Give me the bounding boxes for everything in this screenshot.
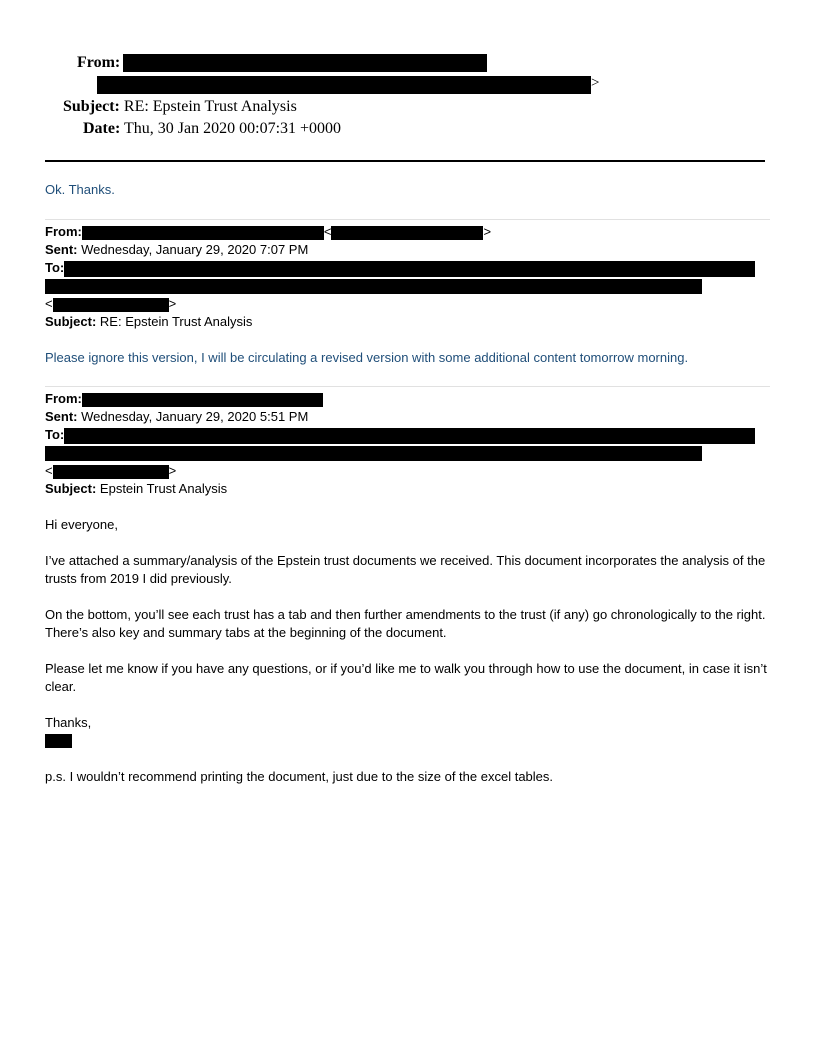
message-divider	[45, 219, 770, 220]
redaction-block	[64, 261, 755, 277]
header-date	[83, 119, 341, 139]
message-divider	[45, 386, 770, 387]
subject-value: Epstein Trust Analysis	[99, 481, 228, 496]
header-from-label: From:	[77, 54, 121, 71]
message1-to	[45, 259, 755, 277]
message2-sent	[45, 408, 308, 426]
message2-postscript: p.s. I wouldn’t recommend printing the document, just due to the size of the excel tables.	[45, 769, 554, 784]
sent-value: Wednesday, January 29, 2020 7:07 PM	[81, 242, 309, 257]
redaction-block	[53, 465, 169, 479]
message2-paragraph: Please let me know if you have any questions, or if you’d like me to walk you through how to use the document, in case it isn’t clear.	[45, 661, 767, 694]
message2-greeting: Hi everyone,	[45, 517, 118, 532]
angle-close: >	[483, 224, 492, 239]
redaction-block	[82, 393, 323, 407]
reply-text: Ok. Thanks.	[45, 182, 115, 197]
header-subject	[63, 97, 297, 117]
angle-close: >	[168, 463, 177, 478]
signature-redaction	[45, 734, 72, 748]
header-date-value: Thu, 30 Jan 2020 00:07:31 +0000	[124, 120, 342, 137]
angle-open: <	[45, 296, 53, 311]
subject-label: Subject:	[45, 314, 97, 329]
from-label: From:	[45, 391, 82, 406]
angle-open: <	[45, 463, 53, 478]
redaction-block	[123, 54, 487, 72]
redaction-block	[64, 428, 755, 444]
message2-paragraph: I’ve attached a summary/analysis of the Epstein trust documents we received. This document incorporates the analysis of the trusts from 2019 I did previously.	[45, 553, 766, 586]
angle-open: <	[323, 224, 332, 239]
message1-to-cont	[45, 295, 176, 313]
redaction-block	[45, 279, 702, 294]
message2-signoff: Thanks,	[45, 715, 92, 730]
to-label: To:	[45, 427, 65, 442]
redaction-block	[97, 76, 591, 94]
angle-close: >	[168, 296, 177, 311]
subject-label: Subject:	[45, 481, 97, 496]
sent-label: Sent:	[45, 242, 78, 257]
redaction-block	[45, 446, 702, 461]
message2-to-cont	[45, 462, 176, 480]
redaction-block	[82, 226, 324, 240]
header-date-label: Date:	[83, 120, 121, 137]
to-label: To:	[45, 260, 65, 275]
message2-subject	[45, 480, 227, 498]
header-divider	[45, 160, 765, 162]
header-subject-label: Subject:	[63, 98, 120, 115]
sent-value: Wednesday, January 29, 2020 5:51 PM	[81, 409, 309, 424]
message2-paragraph: On the bottom, you’ll see each trust has a tab and then further amendments to the trust (if any) go chronologically to the right. There’s also key and summary tabs at the beginning of the document.	[45, 607, 766, 640]
header-address-bracket: >	[591, 75, 600, 91]
redaction-block	[331, 226, 483, 240]
from-label: From:	[45, 224, 82, 239]
message2-from	[45, 390, 323, 408]
message1-from	[45, 223, 491, 241]
header-subject-value: RE: Epstein Trust Analysis	[123, 98, 297, 115]
message1-subject	[45, 313, 252, 331]
sent-label: Sent:	[45, 409, 78, 424]
message1-body: Please ignore this version, I will be circulating a revised version with some additional content tomorrow morning.	[45, 350, 689, 365]
redaction-block	[53, 298, 169, 312]
subject-value: RE: Epstein Trust Analysis	[99, 314, 253, 329]
message1-sent	[45, 241, 308, 259]
message2-to	[45, 426, 755, 444]
